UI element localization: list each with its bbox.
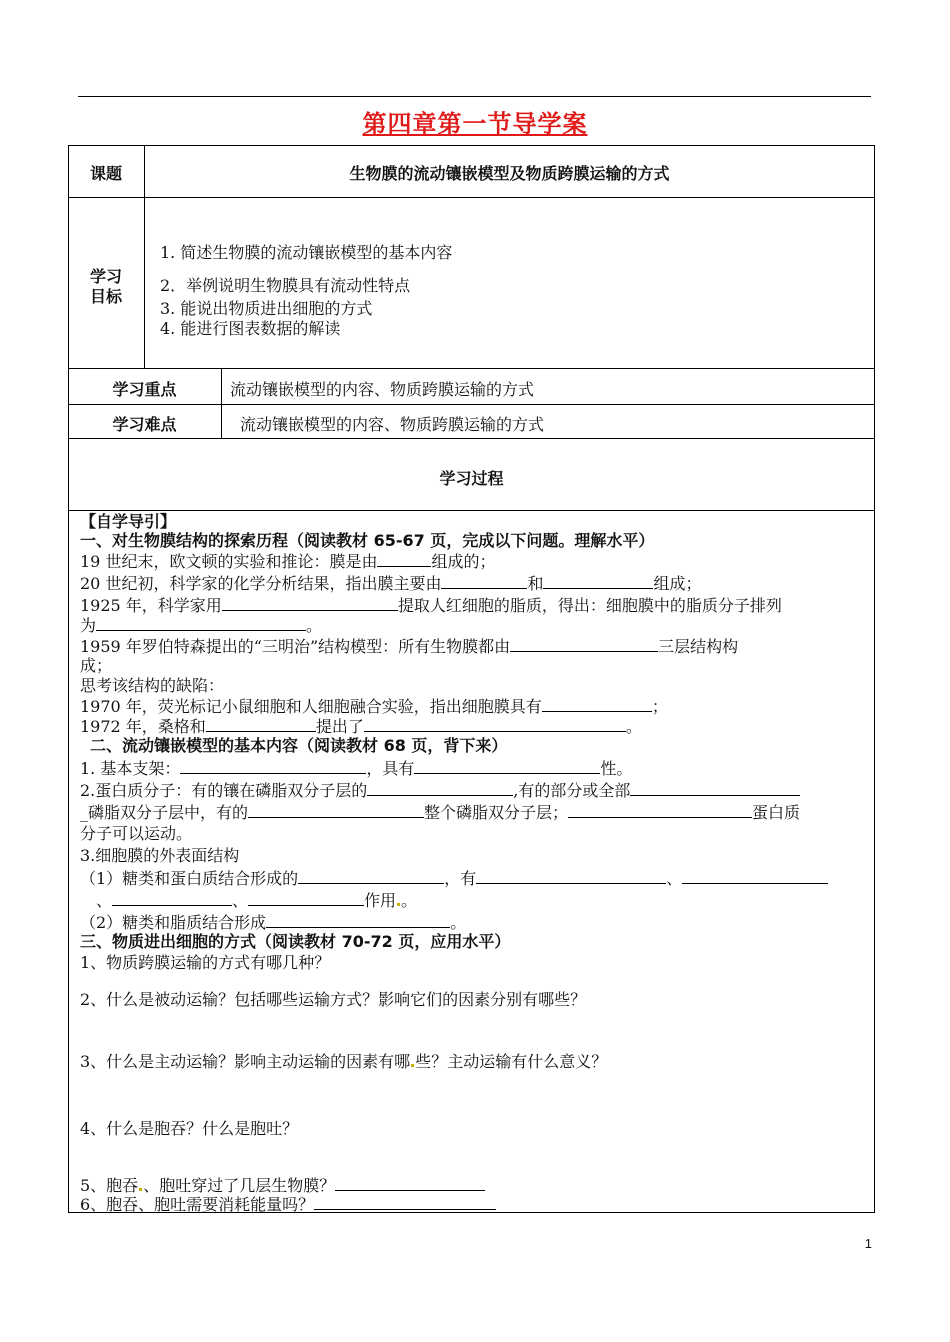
difficulties-text: 流动镶嵌模型的内容、物质跨膜运输的方式 xyxy=(240,415,545,434)
text-line: 分子可以运动。 xyxy=(80,824,193,843)
fill-line: _磷脂双分子层中，有的 整个磷脂双分子层； 蛋白质 xyxy=(80,803,801,822)
divider xyxy=(68,197,875,198)
fill-line: 1972 年，桑格和 提出了 。 xyxy=(80,717,642,736)
divider xyxy=(68,438,875,439)
text-line: 思考该结构的缺陷： xyxy=(80,676,225,695)
topic-label: 课题 xyxy=(89,164,122,183)
section-1-title: 一、对生物膜结构的探索历程（阅读教材 65-67 页，完成以下问题。理解水平） xyxy=(80,531,655,550)
fill-line: 6、胞吞、胞吐需要消耗能量吗？ xyxy=(80,1194,496,1215)
topic-title: 生物膜的流动镶嵌模型及物质跨膜运输的方式 xyxy=(349,164,670,183)
fill-line: 5、胞吞 、胞吐穿过了几层生物膜？ xyxy=(80,1175,485,1196)
difficulties-label: 学习难点 xyxy=(112,415,177,434)
process-label: 学习过程 xyxy=(439,469,504,488)
goal-item: 3. 能说出物质进出细胞的方式 xyxy=(160,299,373,318)
question: 2、什么是被动运输？包括哪些运输方式？影响它们的因素分别有哪些？ xyxy=(80,990,587,1009)
goal-item: 4. 能进行图表数据的解读 xyxy=(160,319,341,338)
divider xyxy=(68,510,875,511)
text-line: 3.细胞膜的外表面结构 xyxy=(80,846,240,865)
fill-line: 为 。 xyxy=(80,616,323,635)
goal-item: 1. 简述生物膜的流动镶嵌模型的基本内容 xyxy=(160,243,453,262)
goal-item: 2．举例说明生物膜具有流动性特点 xyxy=(160,276,411,295)
guide-heading: 【自学导引】 xyxy=(80,512,177,531)
fill-line: （2）糖类和脂质结合形成 。 xyxy=(80,913,467,932)
text-line: 成； xyxy=(80,656,113,675)
divider xyxy=(144,197,145,368)
divider xyxy=(68,404,875,405)
fill-line: 、 、 作用 。 xyxy=(96,891,418,910)
question: 1、物质跨膜运输的方式有哪几种？ xyxy=(80,953,331,972)
section-3-title: 三、物质进出细胞的方式（阅读教材 70-72 页，应用水平） xyxy=(80,932,511,951)
goals-label-line2: 目标 xyxy=(89,287,122,306)
key-points-text: 流动镶嵌模型的内容、物质跨膜运输的方式 xyxy=(230,380,535,399)
question: 4、什么是胞吞？什么是胞吐？ xyxy=(80,1119,299,1138)
divider xyxy=(68,368,875,369)
fill-line: 1970 年，荧光标记小鼠细胞和人细胞融合实验，指出细胞膜具有 ； xyxy=(80,697,668,716)
fill-line: 2.蛋白质分子：有的镶在磷脂双分子层的 ,有的部分或全部 xyxy=(80,780,800,801)
fill-line: 1925 年，科学家用 提取人红细胞的脂质，得出：细胞膜中的脂质分子排列 xyxy=(80,596,782,615)
fill-line: （1）糖类和蛋白质结合形成的 ，有 、 xyxy=(80,868,828,889)
fill-line: 20 世纪初，科学家的化学分析结果，指出膜主要由 和 组成； xyxy=(80,574,702,593)
fill-line: 1. 基本支架： ，具有 性。 xyxy=(80,759,633,778)
fill-line: 1959 年罗伯特森提出的“三明治”结构模型：所有生物膜都由 三层结构构 xyxy=(80,637,739,656)
fill-line: 19 世纪末，欧文顿的实验和推论：膜是由 组成的； xyxy=(80,552,496,571)
goals-label-line1: 学习 xyxy=(89,267,122,286)
page-title: 第四章第一节导学案 xyxy=(362,110,588,138)
question: 3、什么是主动运输？影响主动运输的因素有哪 些？主动运输有什么意义？ xyxy=(80,1052,608,1071)
page-number: 1 xyxy=(864,1236,872,1251)
key-points-label: 学习重点 xyxy=(112,380,177,399)
divider xyxy=(221,368,222,438)
top-rule xyxy=(78,96,871,97)
section-2-title: 二、流动镶嵌模型的基本内容（阅读教材 68 页，背下来） xyxy=(90,736,508,755)
